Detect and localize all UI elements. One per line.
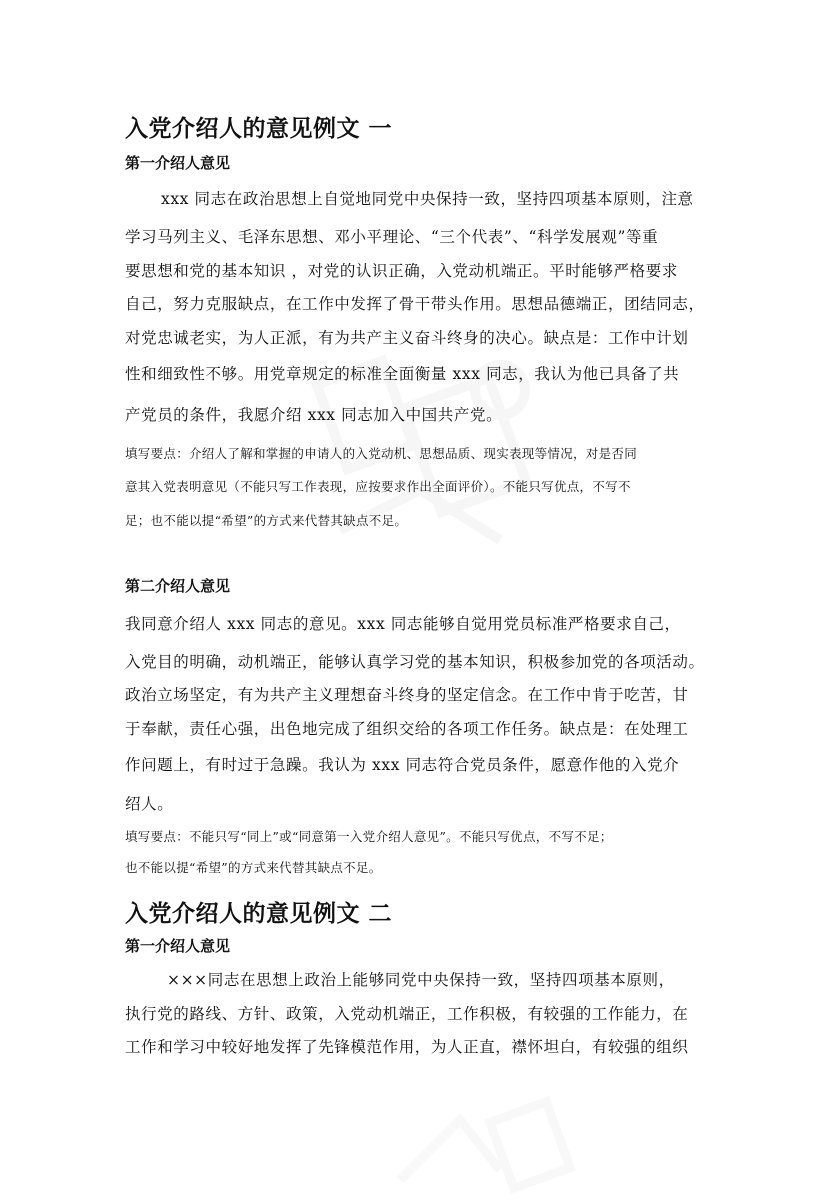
note-line: 也不能以提“希望”的方式来代替其缺点不足。 <box>125 860 382 875</box>
paragraph-line: 工作和学习中较好地发挥了先锋模范作用，为人正直，襟怀坦白，有较强的组织 <box>125 1038 689 1056</box>
paragraph-line: 于奉献，责任心强，出色地完成了组织交给的各项工作任务。缺点是：在处理工 <box>125 720 689 738</box>
note-line: 意其入党表明意见（不能只写工作表现，应按要求作出全面评价）。不能只写优点，不写不 <box>125 479 631 494</box>
note-line: 填写要点：介绍人了解和掌握的申请人的入党动机、思想品质、现实表现等情况，对是否同 <box>125 446 638 461</box>
paragraph-line: 我同意介绍人 xxx 同志的意见。xxx 同志能够自觉用党员标准严格要求自己， <box>125 615 681 633</box>
paragraph-line: 政治立场坚定，有为共产主义理想奋斗终身的坚定信念。在工作中肯于吃苦，甘 <box>125 686 689 704</box>
paragraph-line: 绍人。 <box>125 795 174 813</box>
watermark-logo <box>380 1080 580 1200</box>
first-introducer-heading: 第一介绍人意见 <box>125 937 231 955</box>
note-line: 足；也不能以提“希望”的方式来代替其缺点不足。 <box>125 513 408 528</box>
paragraph-line: 要思想和党的基本知识 ，对党的认识正确，入党动机端正。平时能够严格要求 <box>125 262 678 280</box>
paragraph-line: 自己，努力克服缺点，在工作中发挥了骨干带头作用。思想品德端正，团结同志， <box>125 295 705 313</box>
paragraph-line: 学习马列主义、毛泽东思想、邓小平理论、“三个代表”、“科学发展观”等重 <box>125 228 659 246</box>
paragraph-line: ×××同志在思想上政治上能够同党中央保持一致，坚持四项基本原则， <box>167 971 675 989</box>
paragraph-line: 作问题上，有时过于急躁。我认为 xxx 同志符合党员条件，愿意作他的入党介 <box>125 756 680 774</box>
paragraph-line: 性和细致性不够。用党章规定的标准全面衡量 xxx 同志，我认为他已具备了共 <box>125 365 680 383</box>
section-title: 入党介绍人的意见例文 一 <box>125 115 393 142</box>
paragraph-line: 对党忠诚老实，为人正派，有为共产主义奋斗终身的决心。缺点是：工作中计划 <box>125 329 689 347</box>
paragraph-line: xxx 同志在政治思想上自觉地同党中央保持一致，坚持四项基本原则，注意 <box>161 190 694 208</box>
second-introducer-heading: 第二介绍人意见 <box>125 577 231 595</box>
paragraph-line: 执行党的路线、方针、政策，入党动机端正，工作积极，有较强的工作能力，在 <box>125 1005 689 1023</box>
note-line: 填写要点：不能只写“同上”或“同意第一入党介绍人意见”。不能只写优点，不写不足； <box>125 829 613 844</box>
paragraph-line: 入党目的明确，动机端正，能够认真学习党的基本知识，积极参加党的各项活动。 <box>125 653 705 671</box>
section-title: 入党介绍人的意见例文 二 <box>125 900 393 927</box>
paragraph-line: 产党员的条件，我愿介绍 xxx 同志加入中国共产党。 <box>125 406 503 424</box>
first-introducer-heading: 第一介绍人意见 <box>125 154 231 172</box>
